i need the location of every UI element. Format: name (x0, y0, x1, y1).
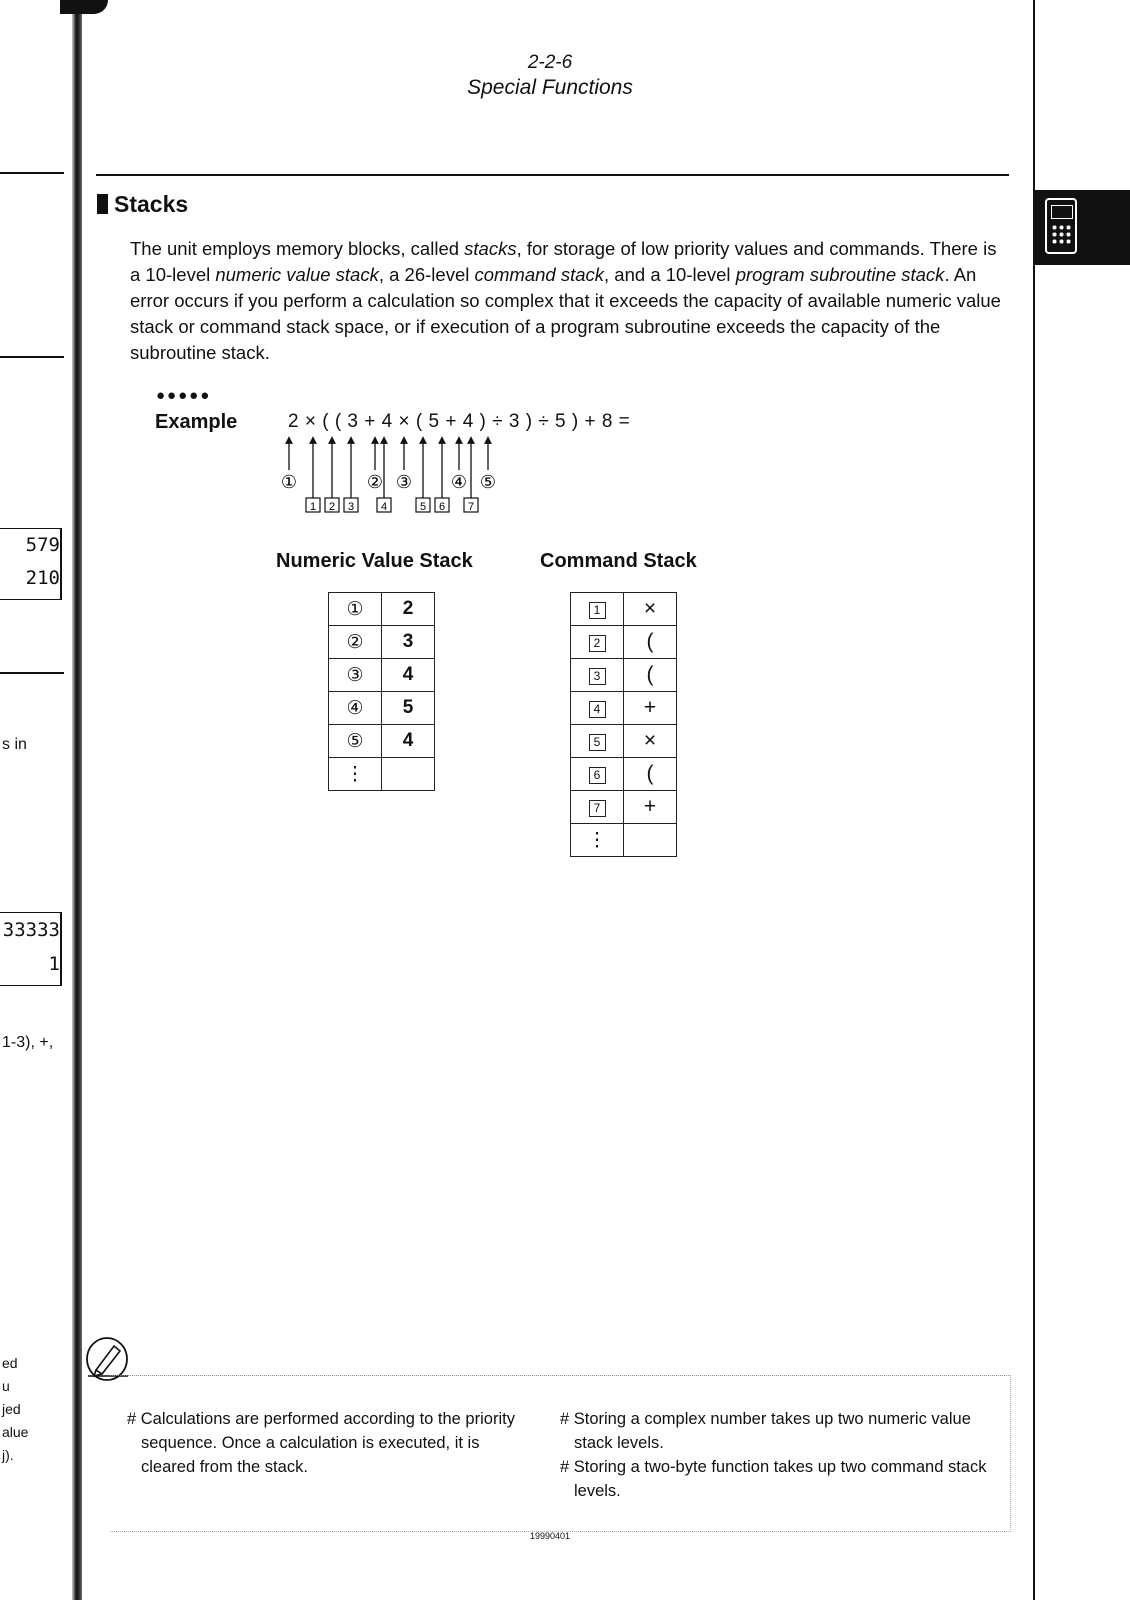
stack-row (571, 692, 677, 725)
stack-value (624, 824, 677, 857)
stack-row (329, 692, 435, 725)
header-rule (96, 174, 1009, 176)
circled-marker: ③ (395, 472, 413, 493)
example-label: Example (155, 411, 238, 433)
stack-value: 4 (382, 725, 435, 758)
boxed-marker: 4 (380, 501, 388, 513)
facing-page-value: 33333 (2, 919, 60, 941)
facing-page-text: jed (2, 1401, 21, 1417)
stack-value: 4 (382, 659, 435, 692)
intro-term: stacks (464, 238, 517, 259)
intro-text: , a 26-level (378, 264, 475, 285)
example-dots: ●●●●● (156, 387, 212, 404)
facing-page-text: j). (2, 1447, 14, 1463)
stack-row (571, 725, 677, 758)
intro-term: numeric value stack (215, 264, 379, 285)
boxed-marker: 7 (467, 501, 475, 513)
stack-level: ④ (329, 692, 382, 725)
stack-level: 1 (571, 593, 624, 626)
intro-paragraph (130, 236, 1010, 366)
stack-row (571, 659, 677, 692)
page-binding-top (60, 0, 108, 14)
facing-page-value: 579 (25, 534, 60, 556)
circled-marker: ① (280, 472, 298, 493)
facing-page-text: u (2, 1378, 10, 1394)
facing-page-text: ed (2, 1355, 18, 1371)
facing-page-display (0, 528, 62, 600)
facing-page-text-block (2, 1352, 28, 1467)
intro-text: The unit employs memory blocks, called (130, 238, 465, 259)
circled-marker: ⑤ (479, 472, 497, 493)
calculator-icon (1045, 198, 1077, 254)
stack-value: + (624, 692, 677, 725)
facing-page-value: 210 (25, 567, 60, 589)
stack-level: ③ (329, 659, 382, 692)
boxed-marker: 3 (347, 501, 355, 513)
stack-value: ( (624, 626, 677, 659)
page-binding-shadow (72, 0, 82, 1600)
stack-row (329, 725, 435, 758)
stack-row (329, 758, 435, 791)
facing-page-rule (0, 356, 64, 358)
boxed-marker: 2 (328, 501, 336, 513)
stack-level: ⋮ (329, 758, 382, 791)
notes-right-column (560, 1407, 1000, 1503)
boxed-marker: 1 (309, 501, 317, 513)
stack-row (571, 626, 677, 659)
note-item: # Storing a complex number takes up two numeric value stack levels. (560, 1410, 971, 1452)
facing-page-text: 1-3), +, (2, 1034, 54, 1051)
stack-value: × (624, 593, 677, 626)
stack-level: 4 (571, 692, 624, 725)
stack-pointer-diagram (280, 436, 520, 526)
stack-level: ⋮ (571, 824, 624, 857)
stack-row (571, 593, 677, 626)
chapter-title: Special Functions (467, 76, 633, 99)
stack-value (382, 758, 435, 791)
facing-page-rule (0, 172, 64, 174)
command-stack-table (570, 592, 677, 857)
example-expression: 2 × ( ( 3 + 4 × ( 5 + 4 ) ÷ 3 ) ÷ 5 ) + 8 = (288, 411, 631, 432)
footer-code: 19990401 (529, 1531, 571, 1541)
chapter-tab (1035, 190, 1130, 265)
stack-value: 3 (382, 626, 435, 659)
section-title: Stacks (114, 191, 189, 217)
facing-page-rule (0, 672, 64, 674)
intro-text: . An error occurs if you perform a calculation so complex that it exceeds the capacity of available numeric value stack or command stack space, or if execution of a program subroutine exceeds the capacity of the subroutine stack. (130, 264, 1001, 363)
stack-value: 2 (382, 593, 435, 626)
stack-level: ① (329, 593, 382, 626)
stack-value: 5 (382, 692, 435, 725)
stack-value: × (624, 725, 677, 758)
boxed-marker: 6 (438, 501, 446, 513)
stack-row (329, 593, 435, 626)
boxed-marker: 5 (419, 501, 427, 513)
intro-text: , and a 10-level (604, 264, 736, 285)
stack-value: ( (624, 758, 677, 791)
intro-text: , for storage of low priority values and commands. There is a 10-level (130, 238, 997, 285)
facing-page-display (0, 912, 62, 986)
section-marker-icon (97, 194, 108, 214)
facing-page-text: alue (2, 1424, 29, 1440)
stack-level: 7 (571, 791, 624, 824)
stack-row (571, 758, 677, 791)
command-stack-title: Command Stack (540, 550, 697, 572)
stack-value: ( (624, 659, 677, 692)
stack-level: ⑤ (329, 725, 382, 758)
facing-page-text: s in (2, 736, 27, 753)
numeric-stack-table (328, 592, 435, 791)
page-number: 2-2-6 (527, 52, 573, 73)
stack-row (329, 626, 435, 659)
stack-row (329, 659, 435, 692)
intro-term: command stack (474, 264, 605, 285)
stack-row (571, 791, 677, 824)
circled-marker: ② (366, 472, 384, 493)
stack-level: 6 (571, 758, 624, 791)
stack-level: 3 (571, 659, 624, 692)
stack-level: 5 (571, 725, 624, 758)
circled-marker: ④ (450, 472, 468, 493)
numeric-stack-title: Numeric Value Stack (276, 550, 473, 572)
notes-left-column (127, 1407, 527, 1479)
stack-row (571, 824, 677, 857)
note-item: # Storing a two-byte function takes up two command stack levels. (560, 1458, 987, 1500)
facing-page-value: 1 (48, 953, 60, 975)
stack-value: + (624, 791, 677, 824)
note-item: # Calculations are performed according to the priority sequence. Once a calculation is executed, it is cleared from the stack. (127, 1410, 515, 1476)
stack-level: ② (329, 626, 382, 659)
intro-term: program subroutine stack (735, 264, 945, 285)
section-heading (97, 191, 188, 218)
stack-level: 2 (571, 626, 624, 659)
